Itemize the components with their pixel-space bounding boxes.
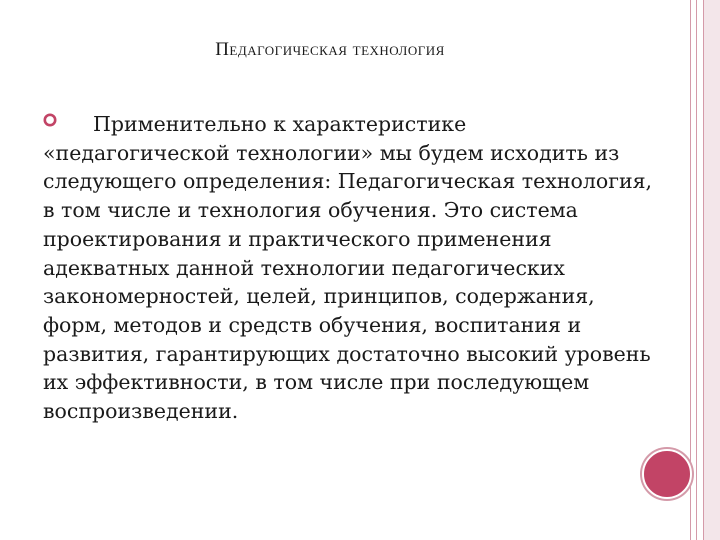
slide-title: Педагогическая технология <box>215 39 445 60</box>
right-border-line <box>690 0 691 540</box>
right-border-line <box>696 0 697 540</box>
right-border-band <box>703 0 720 540</box>
decorative-circle-icon <box>642 449 692 499</box>
slide-body-text: Применительно к характеристике «педагогической технологии» мы будем исходить из следующего определения: Педагогическая технология, в том числе и технология обучения. Это система проектирования и практического применения адекватных данной технологии педагогических закономерностей, целей, принципов, содержания, форм, методов и средств обучения, воспитания и развития, гарантирующих достаточно высокий уровень их эффективности, в том числе при последующем воспроизведении. <box>43 112 653 424</box>
right-border-line <box>703 0 704 540</box>
